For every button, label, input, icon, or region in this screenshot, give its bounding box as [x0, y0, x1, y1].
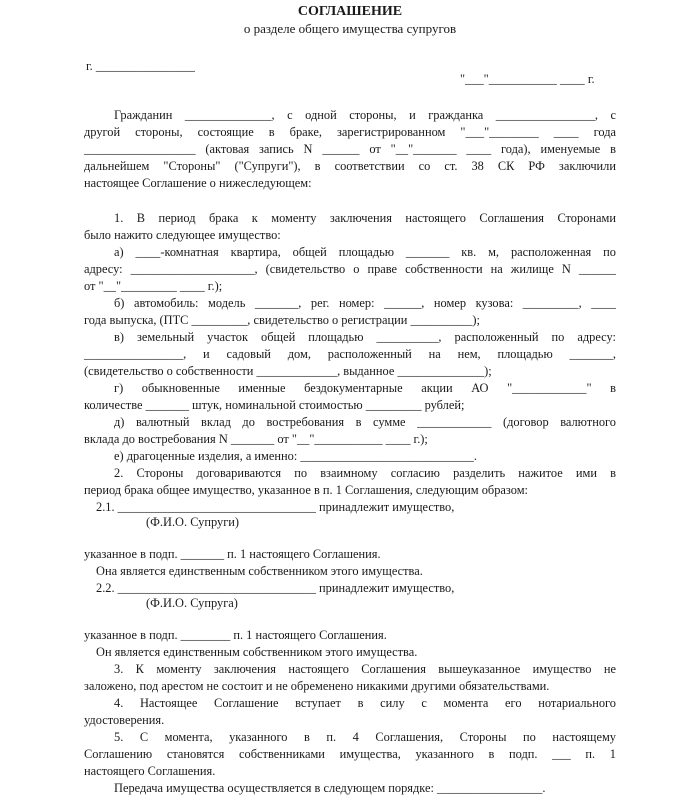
text-line: адресу: ____________________, (свидетельство о праве собственности на жилище N ______	[84, 262, 616, 276]
document-subtitle: о разделе общего имущества супругов	[243, 21, 457, 36]
text-line: д) валютный вклад до востребования в сумме ____________ (договор валютного	[114, 415, 616, 429]
text-line: другой стороны, состоящие в браке, зарегистрированном "___"________ ____ года	[84, 125, 616, 139]
text-line: Соглашению становятся собственниками имущества, указанного в подп. ___ п. 1	[84, 747, 616, 761]
text-line: количестве _______ штук, номинальной стоимостью _________ рублей;	[84, 398, 465, 412]
text-line: настоящее Соглашение о нижеследующем:	[84, 176, 312, 190]
text-line: б) автомобиль: модель _______, рег. номер: ______, номер кузова: _________, ____	[114, 296, 616, 310]
text-line: вклада до востребования N _______ от "__"___________ ____ г.);	[84, 432, 428, 446]
text-line: г) обыкновенные именные бездокументарные акции АО "____________" в	[114, 381, 616, 395]
text-line: заложено, под арестом не состоит и не обременено никакими другими обязательствами.	[84, 679, 550, 693]
text-line: года выпуска, (ПТС _________, свидетельство о регистрации __________);	[84, 313, 480, 327]
text-line: Она является единственным собственником этого имущества.	[96, 564, 423, 578]
text-line: а) ____-комнатная квартира, общей площадью _______ кв. м, расположенная по	[114, 245, 616, 259]
text-line: период брака общее имущество, указанное в п. 1 Соглашения, следующим образом:	[84, 483, 528, 497]
text-line: (Ф.И.О. Супруги)	[146, 515, 240, 529]
city-field: г. ________________	[86, 59, 196, 73]
text-line: (Ф.И.О. Супруга)	[146, 596, 238, 610]
text-line: было нажито следующее имущество:	[84, 228, 281, 242]
text-line: Передача имущества осуществляется в следующем порядке: _________________.	[114, 781, 546, 795]
text-line: 2.1. ________________________________ принадлежит имущество,	[96, 500, 455, 514]
text-line: 2. Стороны договариваются по взаимному согласию разделить нажитое ими в	[114, 466, 616, 480]
date-field: "___"___________ ____ г.	[460, 72, 595, 86]
text-line: 5. С момента, указанного в п. 4 Соглашения, Стороны по настоящему	[114, 730, 616, 744]
text-line: в) земельный участок общей площадью __________, расположенный по адресу:	[114, 330, 616, 344]
text-line: указанное в подп. _______ п. 1 настоящего Соглашения.	[84, 547, 381, 561]
text-line: 4. Настоящее Соглашение вступает в силу с момента его нотариального	[114, 696, 616, 710]
text-line: е) драгоценные изделия, а именно: ____________________________.	[114, 449, 477, 463]
text-line: ________________, и садовый дом, расположенный на нем, площадью _______,	[84, 347, 616, 361]
text-line: 3. К моменту заключения настоящего Соглашения вышеуказанное имущество не	[114, 662, 616, 676]
text-line: Гражданин ______________, с одной стороны, и гражданка ________________, с	[114, 108, 616, 122]
text-line: (свидетельство о собственности _____________, выданное ______________);	[84, 364, 492, 378]
document-title: СОГЛАШЕНИЕ	[297, 4, 403, 19]
text-line: дальнейшем "Стороны" ("Супруги"), в соответствии со ст. 38 СК РФ заключили	[84, 159, 616, 173]
text-line: 2.2. ________________________________ принадлежит имущество,	[96, 581, 455, 595]
text-line: от "__"_________ ____ г.);	[84, 279, 223, 293]
text-line: указанное в подп. ________ п. 1 настоящего Соглашения.	[84, 628, 387, 642]
text-line: настоящего Соглашения.	[84, 764, 216, 778]
text-line: __________________ (актовая запись N ______ от "__"_______ ____ года), именуемые в	[84, 142, 616, 156]
text-line: Он является единственным собственником этого имущества.	[96, 645, 418, 659]
text-line: удостоверения.	[84, 713, 165, 727]
text-line: 1. В период брака к моменту заключения настоящего Соглашения Сторонами	[114, 211, 616, 225]
